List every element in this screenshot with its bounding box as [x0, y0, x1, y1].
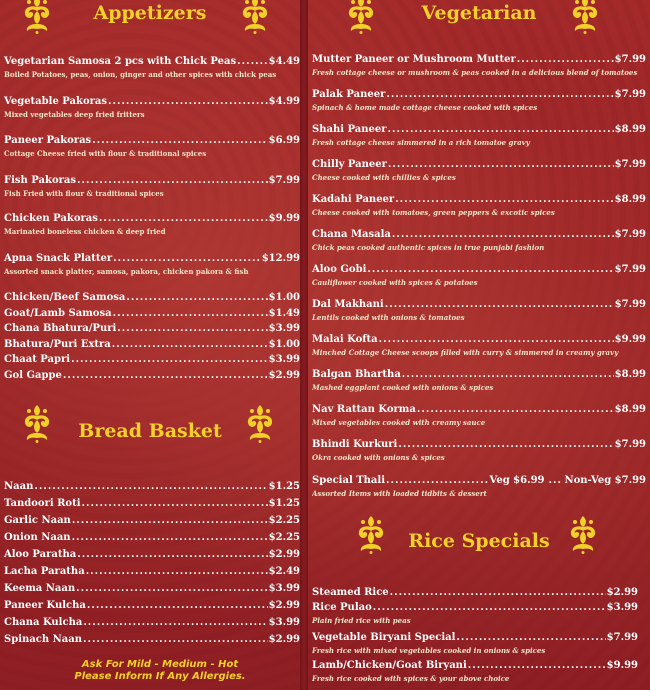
leader-dots — [72, 515, 268, 526]
ornament-icon — [566, 514, 600, 554]
item-description: Cheese cooked with tomatoes, green peppers & excotic spices — [312, 208, 555, 217]
right-column — [308, 0, 650, 690]
item-name: Shahi Paneer — [312, 124, 387, 135]
item-price: $3.99 — [268, 583, 300, 594]
menu-item — [308, 194, 650, 217]
menu-item — [0, 323, 300, 334]
item-description: Fresh cottage cheese or mushroom & peas cooked in a delicious blend of tomatoes — [312, 68, 638, 77]
item-price: $3.99 — [268, 354, 300, 365]
item-price: $6.99 — [268, 135, 300, 146]
item-name: Chaat Papri — [4, 354, 71, 365]
ornament-icon — [243, 403, 277, 443]
leader-dots — [468, 660, 606, 671]
leader-dots — [77, 549, 267, 560]
bread-title: Bread Basket — [78, 420, 222, 442]
menu-item — [308, 439, 650, 462]
item-price: $2.25 — [268, 515, 300, 526]
leader-dots — [113, 253, 261, 264]
item-name: Chicken Pakoras — [4, 213, 98, 224]
appetizers-title: Appetizers — [93, 2, 207, 24]
menu-item — [0, 292, 300, 303]
item-price: $4.49 — [268, 56, 300, 67]
item-description: Fresh rice cooked with spices & your above choice — [312, 674, 510, 683]
menu-item — [0, 308, 300, 319]
leader-dots — [113, 308, 268, 319]
leader-dots — [71, 354, 268, 365]
spice-level-note: Ask For Mild - Medium - Hot — [81, 659, 239, 670]
leader-dots — [87, 600, 268, 611]
item-name: Kadahi Paneer — [312, 194, 395, 205]
leader-dots — [549, 475, 561, 486]
item-price: $2.25 — [268, 532, 300, 543]
item-name: Naan — [4, 481, 34, 492]
leader-dots — [86, 566, 268, 577]
item-price: $7.99 — [614, 229, 646, 240]
item-description: Cottage Cheese fried with flour & traditional spices — [4, 149, 207, 158]
item-name: Vegetarian Samosa 2 pcs with Chick Peas — [4, 56, 237, 67]
item-name: Balgan Bhartha — [312, 369, 401, 380]
item-description: Minched Cottage Cheese scoops filled with curry & simmered in creamy gravy — [312, 348, 619, 357]
ornament-icon — [238, 0, 272, 34]
item-description: Marinated boneless chicken & deep fried — [4, 227, 166, 236]
item-name: Gol Gappe — [4, 370, 62, 381]
menu-item — [0, 213, 300, 236]
menu-item — [0, 600, 300, 611]
rice-title: Rice Specials — [408, 530, 550, 552]
item-description: Boiled Potatoes, peas, onion, ginger and other spices with chick peas — [4, 70, 277, 79]
item-name: Steamed Rice — [312, 587, 389, 598]
item-name: Nav Rattan Korma — [312, 404, 416, 415]
leader-dots — [126, 292, 267, 303]
item-name: Apna Snack Platter — [4, 253, 113, 264]
leader-dots — [517, 54, 614, 65]
ornament-icon — [20, 403, 54, 443]
item-name: Chana Kulcha — [4, 617, 83, 628]
nonveg-price: Non-Veg $7.99 — [564, 475, 646, 486]
leader-dots — [386, 475, 488, 486]
item-price: $1.25 — [268, 481, 300, 492]
special-thali-item — [308, 475, 650, 498]
menu-item — [0, 56, 300, 79]
menu-item — [308, 299, 650, 322]
item-description: Assorted snack platter, samosa, pakora, chicken pakora & fish — [4, 267, 249, 276]
item-name: Special Thali — [312, 475, 386, 486]
item-name: Mutter Paneer or Mushroom Mutter — [312, 54, 516, 65]
item-price: $8.99 — [614, 124, 646, 135]
item-name: Lamb/Chicken/Goat Biryani — [312, 660, 467, 671]
menu-item — [308, 587, 642, 598]
item-name: Chilly Paneer — [312, 159, 387, 170]
item-name: Aloo Paratha — [4, 549, 77, 560]
item-description: Plain fried rice with peas — [312, 616, 411, 625]
item-name: Garlic Naan — [4, 515, 71, 526]
leader-dots — [385, 299, 614, 310]
menu-item — [308, 159, 650, 182]
item-name: Goat/Lamb Samosa — [4, 308, 112, 319]
item-name: Vegetable Biryani Special — [312, 632, 456, 643]
item-name: Spinach Naan — [4, 634, 82, 645]
ornament-icon — [568, 0, 602, 34]
menu-item — [0, 634, 300, 645]
item-description: Mixed vegetables deep fried fritters — [4, 110, 145, 119]
item-price: $9.99 — [606, 660, 638, 671]
item-name: Rice Pulao — [312, 602, 372, 613]
item-name: Bhatura/Puri Extra — [4, 339, 111, 350]
item-description: Mixed vegetables cooked with creamy sauce — [312, 418, 486, 427]
menu-item — [308, 632, 642, 655]
item-price: $9.99 — [268, 213, 300, 224]
menu-item — [0, 515, 300, 526]
leader-dots — [402, 369, 614, 380]
menu-item — [308, 404, 650, 427]
menu-item — [0, 532, 300, 543]
item-price: $3.99 — [268, 323, 300, 334]
leader-dots — [99, 213, 268, 224]
ornament-icon — [344, 0, 378, 34]
menu-item — [0, 617, 300, 628]
item-price: $8.99 — [614, 194, 646, 205]
item-price: $3.99 — [606, 602, 638, 613]
item-price: $3.99 — [268, 617, 300, 628]
menu-item — [308, 229, 650, 252]
item-price: $1.25 — [268, 498, 300, 509]
menu-item — [308, 54, 650, 77]
leader-dots — [117, 323, 267, 334]
item-description: Fresh rice with mixed vegetables cooked in onions & spices — [312, 646, 546, 655]
item-price: $7.99 — [614, 159, 646, 170]
leader-dots — [108, 96, 268, 107]
item-name: Palak Paneer — [312, 89, 386, 100]
leader-dots — [417, 404, 614, 415]
item-price: $8.99 — [614, 369, 646, 380]
leader-dots — [83, 634, 268, 645]
item-name: Vegetable Pakoras — [4, 96, 107, 107]
leader-dots — [82, 498, 268, 509]
item-price: $1.00 — [268, 339, 300, 350]
menu-item — [0, 566, 300, 577]
menu-item — [0, 370, 300, 381]
menu-item — [308, 660, 642, 683]
item-description: Cauliflower cooked with spices & potatoes — [312, 278, 478, 287]
allergy-note: Please Inform If Any Allergies. — [74, 671, 246, 682]
left-column — [0, 0, 300, 690]
item-price: $7.99 — [614, 439, 646, 450]
item-price: $7.99 — [614, 54, 646, 65]
item-price: $7.99 — [614, 264, 646, 275]
leader-dots — [386, 89, 613, 100]
menu-item — [308, 89, 650, 112]
item-name: Bhindi Kurkuri — [312, 439, 398, 450]
item-description: Fish Fried with flour & traditional spices — [4, 189, 164, 198]
item-price: $7.99 — [268, 175, 300, 186]
item-name: Keema Naan — [4, 583, 76, 594]
menu-item — [308, 124, 650, 147]
item-name: Chana Masala — [312, 229, 391, 240]
leader-dots — [367, 264, 613, 275]
leader-dots — [398, 439, 613, 450]
leader-dots — [112, 339, 268, 350]
item-description: Chick peas cooked authentic spices in true punjabi fashion — [312, 243, 545, 252]
item-name: Aloo Gobi — [312, 264, 367, 275]
leader-dots — [237, 56, 268, 67]
item-name: Chicken/Beef Samosa — [4, 292, 126, 303]
item-price: $2.99 — [268, 634, 300, 645]
ornament-icon — [20, 0, 54, 34]
leader-dots — [379, 334, 614, 345]
menu-item — [0, 481, 300, 492]
item-description: Spinach & home made cottage cheese cooked with spices — [312, 103, 538, 112]
item-name: Malai Kofta — [312, 334, 378, 345]
menu-item — [0, 549, 300, 560]
leader-dots — [83, 617, 267, 628]
leader-dots — [373, 602, 606, 613]
item-description: Assorted Items with loaded tidbits & dessert — [312, 489, 487, 498]
menu-item — [0, 498, 300, 509]
item-price: $12.99 — [261, 253, 300, 264]
leader-dots — [34, 481, 267, 492]
item-price: $2.49 — [268, 566, 300, 577]
item-description: Lentils cooked with onions & tomatoes — [312, 313, 465, 322]
item-price: $2.99 — [606, 587, 638, 598]
spice-allergy-note — [60, 659, 260, 683]
menu-item — [0, 175, 300, 198]
leader-dots — [388, 159, 614, 170]
menu-item — [308, 602, 642, 625]
item-name: Dal Makhani — [312, 299, 384, 310]
menu-item — [0, 583, 300, 594]
leader-dots — [456, 632, 605, 643]
item-price: $1.49 — [268, 308, 300, 319]
item-price: $2.99 — [268, 600, 300, 611]
leader-dots — [392, 229, 614, 240]
menu-item — [0, 135, 300, 158]
item-name: Tandoori Roti — [4, 498, 81, 509]
item-price: $7.99 — [606, 632, 638, 643]
menu-item — [308, 369, 650, 392]
item-description: Cheese cooked with chillies & spices — [312, 173, 456, 182]
menu-item — [0, 253, 300, 276]
leader-dots — [92, 135, 267, 146]
leader-dots — [76, 583, 268, 594]
column-divider — [300, 0, 308, 690]
item-price: $1.00 — [268, 292, 300, 303]
item-name: Paneer Kulcha — [4, 600, 86, 611]
item-name: Fish Pakoras — [4, 175, 76, 186]
menu-item — [308, 334, 650, 357]
item-name: Lacha Paratha — [4, 566, 85, 577]
item-name: Onion Naan — [4, 532, 71, 543]
item-price: $2.99 — [268, 370, 300, 381]
item-name: Paneer Pakoras — [4, 135, 92, 146]
menu-item — [0, 339, 300, 350]
ornament-icon — [354, 514, 388, 554]
item-price: $7.99 — [614, 89, 646, 100]
item-description: Fresh cottage cheese simmered in a rich tomatoe gravy — [312, 138, 530, 147]
vegetarian-title: Vegetarian — [421, 2, 537, 24]
item-price: $4.99 — [268, 96, 300, 107]
item-price: $8.99 — [614, 404, 646, 415]
leader-dots — [388, 124, 614, 135]
leader-dots — [77, 175, 268, 186]
veg-price: Veg $6.99 — [489, 475, 545, 486]
item-description: Okra cooked with onions & spices — [312, 453, 445, 462]
leader-dots — [72, 532, 268, 543]
menu-item — [0, 96, 300, 119]
leader-dots — [395, 194, 613, 205]
leader-dots — [390, 587, 606, 598]
menu-item — [308, 264, 650, 287]
item-price: $2.99 — [268, 549, 300, 560]
item-price: $7.99 — [614, 299, 646, 310]
item-description: Mashed eggplant cooked with onions & spices — [312, 383, 494, 392]
menu-item — [0, 354, 300, 365]
item-price: $9.99 — [614, 334, 646, 345]
item-name: Chana Bhatura/Puri — [4, 323, 117, 334]
leader-dots — [63, 370, 268, 381]
